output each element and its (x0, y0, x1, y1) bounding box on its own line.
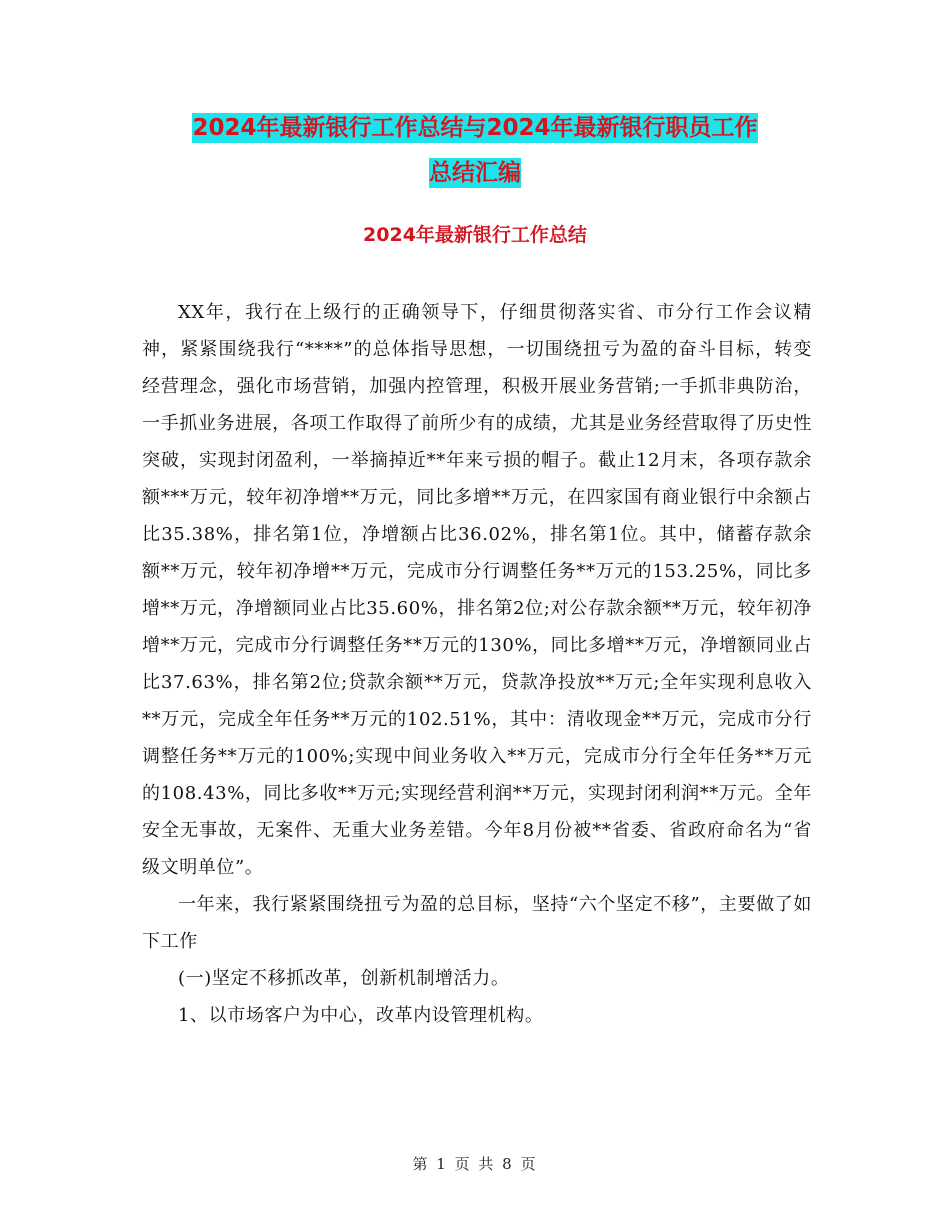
document-body (142, 294, 812, 1034)
paragraph: 1、以市场客户为中心，改革内设管理机构。 (178, 1005, 544, 1026)
paragraph: XX年，我行在上级行的正确领导下，仔细贯彻落实省、市分行工作会议精神，紧紧围绕我行“****”的总体指导思想，一切围绕扭亏为盈的奋斗目标，转变经营理念，强化市场营销，加强内控管理，积极开展业务营销;一手抓非典防治，一手抓业务进展，各项工作取得了前所少有的成绩，尤其是业务经营取得了历史性突破，实现封闭盈利，一举摘掉近**年来亏损的帽子。截止12月末，各项存款余额***万元，较年初净增**万元，同比多增**万元，在四家国有商业银行中余额占比35.38%，排名第1位，净增额占比36.02%，排名第1位。其中，储蓄存款余额**万元，较年初净增**万元，完成市分行调整任务**万元的153.25%，同比多增**万元，净增额同业占比35.60%，排名第2位;对公存款余额**万元，较年初净增**万元，完成市分行调整任务**万元的130%，同比多增**万元，净增额同业占比37.63%，排名第2位;贷款余额**万元，贷款净投放**万元;全年实现利息收入**万元，完成全年任务**万元的102.51%，其中：清收现金**万元，完成市分行调整任务**万元的100%;实现中间业务收入**万元，完成市分行全年任务**万元的108.43%，同比多收**万元;实现经营利润**万元，实现封闭利润**万元。全年安全无事故，无案件、无重大业务差错。今年8月份被**省委、省政府命名为“省级文明单位”。 (142, 302, 812, 878)
document-title-text-1: 2024年最新银行工作总结与2024年最新银行职员工作 (192, 115, 758, 141)
section-title: 2024年最新银行工作总结 (363, 224, 587, 246)
paragraph: 一年来，我行紧紧围绕扭亏为盈的总目标，坚持“六个坚定不移”，主要做了如下工作 (142, 894, 812, 952)
page-footer: 第 1 页 共 8 页 (412, 1155, 538, 1173)
paragraph: (一)坚定不移抓改革，创新机制增活力。 (178, 968, 510, 989)
document-title-line-2 (0, 158, 950, 188)
document-title-line-1 (0, 113, 950, 143)
document-title-text-2: 总结汇编 (429, 160, 521, 186)
